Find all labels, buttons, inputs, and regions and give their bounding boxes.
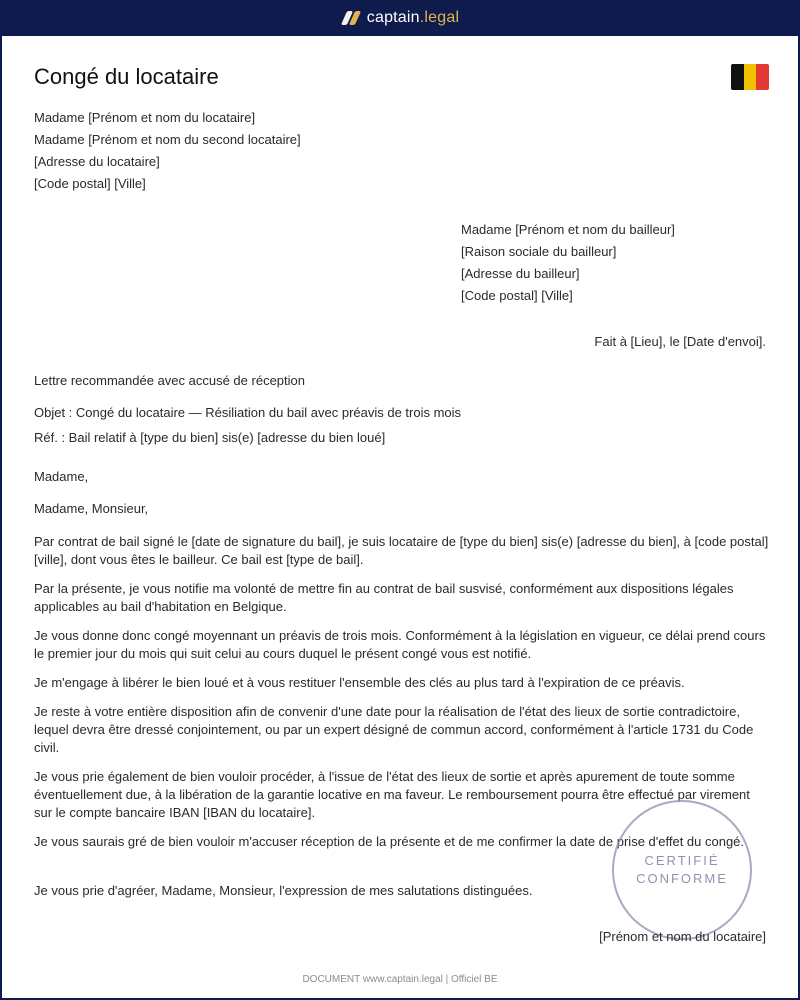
captain-logo-icon: [341, 11, 359, 25]
subject-line: Objet : Congé du locataire — Résiliation du bail avec préavis de trois mois: [34, 405, 462, 420]
sender-line: Madame [Prénom et nom du second locataire]: [34, 132, 301, 147]
signature-line: [Prénom et nom du locataire]: [599, 929, 766, 944]
date-place-line: Fait à [Lieu], le [Date d'envoi].: [594, 334, 766, 349]
body-paragraph: Je vous prie également de bien vouloir procéder, à l'issue de l'état des lieux de sortie et après apurement de toute somme éventuellement due, à la libération de la garantie locative en ma faveur. Le remboursement pourra être effectué par virement sur le compte bancaire IBAN [IBAN du locataire].: [34, 769, 750, 820]
sender-address-block: [34, 107, 301, 195]
brand-name-suffix: .legal: [419, 9, 460, 26]
recipient-line: [Adresse du bailleur]: [461, 266, 580, 281]
recipient-line: Madame [Prénom et nom du bailleur]: [461, 222, 675, 237]
salutation-second: Madame, Monsieur,: [34, 501, 149, 516]
flag-stripe-red: [756, 64, 769, 90]
salutation-first: Madame,: [34, 469, 89, 484]
sender-line: [Adresse du locataire]: [34, 154, 160, 169]
stamp-line: CERTIFIÉ: [644, 853, 720, 868]
registered-letter-mention: Lettre recommandée avec accusé de réception: [34, 373, 305, 388]
belgium-flag-icon: [731, 64, 769, 90]
recipient-line: [Raison sociale du bailleur]: [461, 244, 617, 259]
body-paragraph: Je vous prie d'agréer, Madame, Monsieur, l'expression de mes salutations distinguées.: [34, 883, 533, 898]
flag-stripe-yellow: [744, 64, 757, 90]
body-paragraph: Par contrat de bail signé le [date de signature du bail], je suis locataire de [type du bien] sis(e) [adresse du bien], à [code postal] [ville], dont vous êtes le bailleur. Ce bail est [type de bail].: [34, 534, 769, 567]
flag-stripe-black: [731, 64, 744, 90]
sender-line: Madame [Prénom et nom du locataire]: [34, 110, 256, 125]
page-footer: DOCUMENT www.captain.legal | Officiel BE: [302, 974, 498, 985]
top-brand-bar: [2, 0, 798, 36]
recipient-address-block: [461, 219, 675, 307]
body-paragraph: Je m'engage à libérer le bien loué et à vous restituer l'ensemble des clés au plus tard à l'expiration de ce préavis.: [34, 675, 685, 690]
brand-name-main: captain: [366, 9, 420, 26]
document-title: Congé du locataire: [34, 64, 219, 89]
body-paragraph: Par la présente, je vous notifie ma volonté de mettre fin au contrat de bail susvisé, conformément aux dispositions légales applicables au bail d'habitation en Belgique.: [34, 581, 734, 614]
body-paragraph: Je vous saurais gré de bien vouloir m'accuser réception de la présente et de me confirmer la date de prise d'effet du congé.: [34, 834, 745, 849]
body-paragraph: Je vous donne donc congé moyennant un préavis de trois mois. Conformément à la législation en vigueur, ce délai prend cours le premier jour du mois qui suit celui au cours duquel le présent congé vous est notifié.: [34, 628, 766, 661]
reference-line: Réf. : Bail relatif à [type du bien] sis(e) [adresse du bien loué]: [34, 430, 386, 445]
brand-name: [367, 9, 459, 27]
recipient-line: [Code postal] [Ville]: [461, 288, 573, 303]
stamp-line: CONFORME: [636, 871, 728, 886]
body-paragraph: Je reste à votre entière disposition afin de convenir d'une date pour la réalisation de l'état des lieux de sortie contradictoire, lequel devra être dressé conjointement, ou par un expert désigné de commun accord, conformément à l'article 1731 du Code civil.: [34, 704, 754, 755]
sender-line: [Code postal] [Ville]: [34, 176, 146, 191]
